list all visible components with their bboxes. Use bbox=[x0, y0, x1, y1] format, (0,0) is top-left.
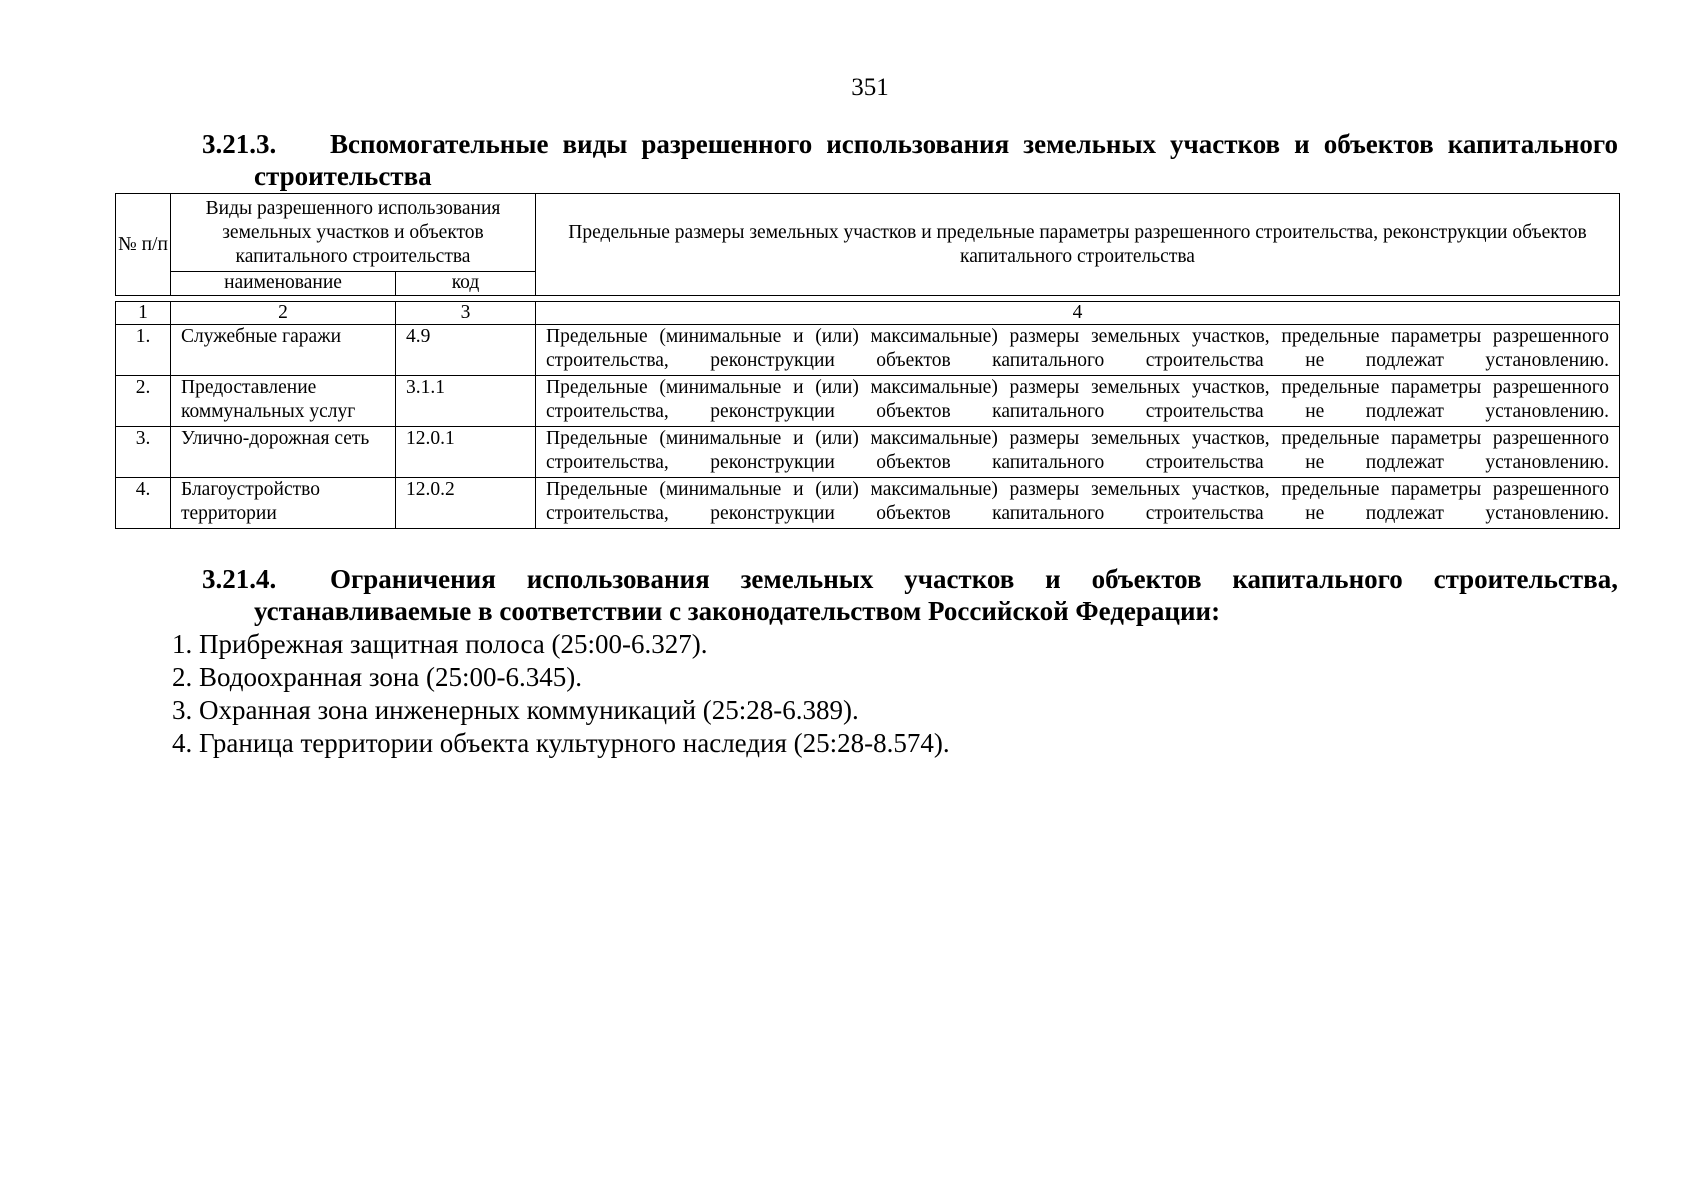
row-number: 1. bbox=[116, 325, 171, 376]
row-code: 12.0.2 bbox=[396, 478, 536, 529]
heading-line-1 bbox=[202, 128, 1618, 160]
table-header bbox=[115, 193, 1620, 296]
row-limits: Предельные (минимальные и (или) максимальные) размеры земельных участков, предельные параметры разрешенного строительства, реконструкции объектов капитального строительства не подлежат установлению. bbox=[536, 427, 1620, 478]
table-row bbox=[116, 427, 1620, 478]
row-code: 3.1.1 bbox=[396, 376, 536, 427]
header-col-limits: Предельные размеры земельных участков и предельные параметры разрешенного строительства, реконструкции объектов капитального строительства bbox=[536, 194, 1620, 296]
row-number: 2. bbox=[116, 376, 171, 427]
header-col-number: № п/п bbox=[116, 194, 171, 296]
row-name: Благоустройство территории bbox=[171, 478, 396, 529]
index-cell: 4 bbox=[536, 302, 1620, 325]
restrictions-list bbox=[172, 628, 950, 760]
list-item: 3. Охранная зона инженерных коммуникаций (25:28-6.389). bbox=[172, 695, 859, 725]
index-cell: 3 bbox=[396, 302, 536, 325]
row-code: 12.0.1 bbox=[396, 427, 536, 478]
row-code: 4.9 bbox=[396, 325, 536, 376]
header-col-group: Виды разрешенного использования земельных участков и объектов капитального строительства bbox=[171, 194, 536, 272]
row-limits: Предельные (минимальные и (или) максимальные) размеры земельных участков, предельные параметры разрешенного строительства, реконструкции объектов капитального строительства не подлежат установлению. bbox=[536, 478, 1620, 529]
table-row bbox=[116, 325, 1620, 376]
list-item: 2. Водоохранная зона (25:00-6.345). bbox=[172, 662, 582, 692]
header-col-name: наименование bbox=[171, 272, 396, 296]
row-name: Предоставление коммунальных услуг bbox=[171, 376, 396, 427]
section-title-part-2: устанавливаемые в соответствии с законодательством Российской Федерации: bbox=[254, 596, 1221, 626]
row-limits: Предельные (минимальные и (или) максимальные) размеры земельных участков, предельные параметры разрешенного строительства, реконструкции объектов капитального строительства не подлежат установлению. bbox=[536, 325, 1620, 376]
section-number: 3.21.3. bbox=[202, 129, 277, 159]
header-col-code: код bbox=[396, 272, 536, 296]
section-heading-restrictions bbox=[202, 563, 1618, 627]
list-item: 4. Граница территории объекта культурного наследия (25:28-8.574). bbox=[172, 728, 950, 758]
section-heading-auxiliary-uses bbox=[202, 128, 1618, 192]
table-row bbox=[116, 376, 1620, 427]
table-body bbox=[115, 301, 1620, 529]
index-cell: 2 bbox=[171, 302, 396, 325]
section-number: 3.21.4. bbox=[202, 564, 277, 594]
row-name: Служебные гаражи bbox=[171, 325, 396, 376]
section-title-part-1: Вспомогательные виды разрешенного использования земельных участков и объектов капитального bbox=[330, 129, 1618, 159]
section-title-part-2: строительства bbox=[254, 161, 432, 191]
page-number: 351 bbox=[851, 74, 889, 101]
heading-line-1 bbox=[202, 563, 1618, 595]
index-cell: 1 bbox=[116, 302, 171, 325]
row-limits: Предельные (минимальные и (или) максимальные) размеры земельных участков, предельные параметры разрешенного строительства, реконструкции объектов капитального строительства не подлежат установлению. bbox=[536, 376, 1620, 427]
table-index-row bbox=[116, 302, 1620, 325]
row-number: 4. bbox=[116, 478, 171, 529]
list-item: 1. Прибрежная защитная полоса (25:00-6.327). bbox=[172, 629, 708, 659]
section-title-part-1: Ограничения использования земельных участков и объектов капитального строительства, bbox=[330, 564, 1618, 594]
row-name: Улично-дорожная сеть bbox=[171, 427, 396, 478]
row-number: 3. bbox=[116, 427, 171, 478]
table-row bbox=[116, 478, 1620, 529]
